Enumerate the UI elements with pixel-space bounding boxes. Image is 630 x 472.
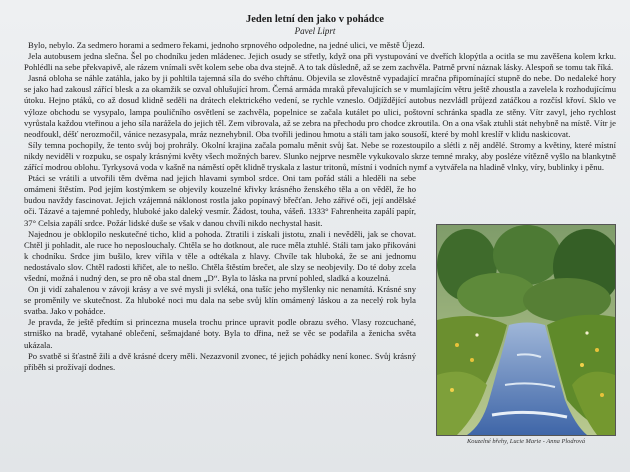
paragraph: Síly temna pochopily, že tento svůj boj prohrály. Okolní krajina začala pomalu měnit svůj šat. Nebe se rozestoupilo a slétli z něj andělé. Stromy a květiny, které místní nikdy neviděli v rozpuku, se ospaly krásnými květy všech možných barev. Slunko nejprve nesměle vykukovalo skrze temné mraky, aby posléze vítězně vyšlo na blankytně zářící modrou oblohu. Tyrkysová voda v kašně na náměstí opět klidně tryskala z lastur tritonů, místní i vodních nymf a vytvářela na hladině vlnky, víry, bublinky i pěnu. (24, 139, 616, 173)
paragraph: Je pravda, že ještě předtím si princezna musela trochu prince upravit podle obrazu svého. Vlasy rozcuchané, strniško na bradě, vytahané oblečení, sešmajdané boty. Byla to dřina, než se věc se podařila a ženicha světa ukázala. (24, 317, 416, 350)
paragraph: Najednou je obklopilo neskutečné ticho, klid a pohoda. Ztratili i získali jistotu, znali i nevěděli, jak se chovat. Chtěl ji pohladit, ale ruce ho neposlouchaly. Chtěla se ho dotknout, ale ruce měla ztuhlé. Stáli tam jako přikováni k chodníku. Srdce jim bušilo, krev vířila v těle a odtékala z hlavy. Chvíle tak hluboká, že se ani jednomu nedostávalo slov. Chtěl radosti křičet, ale to nešlo. Chtěla štěstím brečet, ale slzy se neobjevily. Do té doby zcela všední, možná i nudný den, se pro ně oba stal dnem „D“. Byla to láska na první pohled, sladká a kouzelná. (24, 228, 416, 283)
paragraph: On ji vidí zahalenou v závoji krásy a ve své mysli ji svléká, ona tušíc jeho myšlenky nic nenamítá. Krásné sny se proměnily ve skutečnost. Za hluboké noci mu dala na sebe svůj klín omámený láskou a za necelý rok byla svatba. Jako v pohádce. (24, 284, 416, 317)
painting-river-landscape (437, 225, 615, 435)
paragraph: Ptáci se vrátili a utvořili těm dvěma nad jejich hlavami symbol srdce. Oni tam pořád stáli a hleděli na sebe omámeni štěstím. Pod jejím kostýmkem se objevily kouzelné křivky krásného ženského těla a on věděl, že ho budou navždy fascinovat. Jejich vzájemná náklonost rostla jako popínavý břečťan. Jeho zářivé oči, její andělské oči. Tázavé a tajemné pohledy, hluboké jako daleký vesmír. Žádost, touha, vášeň. 1333° Fahrenheita zapálí papír, 37° Celsia zapálí srdce. Požár lidské duše se však v danou chvíli nikdo nechystal hasit. (24, 173, 416, 228)
paragraph: Jela autobusem jedna slečna. Šel po chodníku jeden mládenec. Jejich osudy se střetly, když ona při vystupování ve dveřích klopýtla a ocitla se mu zavěšena kolem krku. Pohlédli na sebe překvapivě, ale rázem vnímali svět kolem sebe oba dva stejně. A to tak důsledně, až se zem zachvěla. Patrně první náznak lásky. Alespoň se tomu tak říká. (24, 51, 616, 73)
painting-image (436, 224, 616, 436)
paragraph: Bylo, nebylo. Za sedmero horami a sedmero řekami, jednoho srpnového odpoledne, na jedné ulici, ve městě Újezd. (28, 40, 425, 50)
story-title: Jeden letní den jako v pohádce (246, 14, 384, 25)
paragraph: Po svatbě si šťastně žili a dvě krásné dcery měli. Nezazvonil zvonec, té jejich pohádky není konec. Svůj krásný příběh si prožívají dodnes. (24, 350, 416, 372)
story-author: Pavel Liprt (294, 26, 336, 36)
painting-caption: Kouzelné břehy, Lucie Marie - Anna Plodrová (466, 438, 586, 445)
paragraph: Jasná obloha se náhle zatáhla, jako by ji pohltila tajemná síla do svého chřtánu. Objevila se zlověstně vypadající mračna připomínající stupně do nebe. Do nedaleké hory se jako had zakousl zářící blesk a za okamžik se ozval ohlušující hrom. Černá armáda mraků převalujících se v mumlajícím větru ještě zhoustla a zavelela k rozhodujícímu útoku. Hejno ptáků, co až dosud klidně seděli na drátech elektrického vedení, se rychle vzneslo. Odjíždějící autobus nezvládl průjezd zatáčkou a rozčísl křoví. Sklo ve výloze obchodu se vysypalo, lampa pouličního osvětlení se zachvěla, popelnice se začala kutálet po ulici, poštovní schránka spadla ze stěny. Vítr zavyl, jeho rychlost vyrůstala každou vteřinou a jeho síla narážela do jejich těl. Zem vibrovala, až se zebra na přechodu pro chodce zkroutila. On a ona však ztuhli stát nehybně na místě. Vítr je neodfoukl, déšť nerozmočil, vánice nezasypala, mráz neznehybnil. Oba tvořili jedinou hmotu a stáli tam jako sousoší, které by mohl kreslíř v klidu naskicovat. (24, 73, 616, 139)
